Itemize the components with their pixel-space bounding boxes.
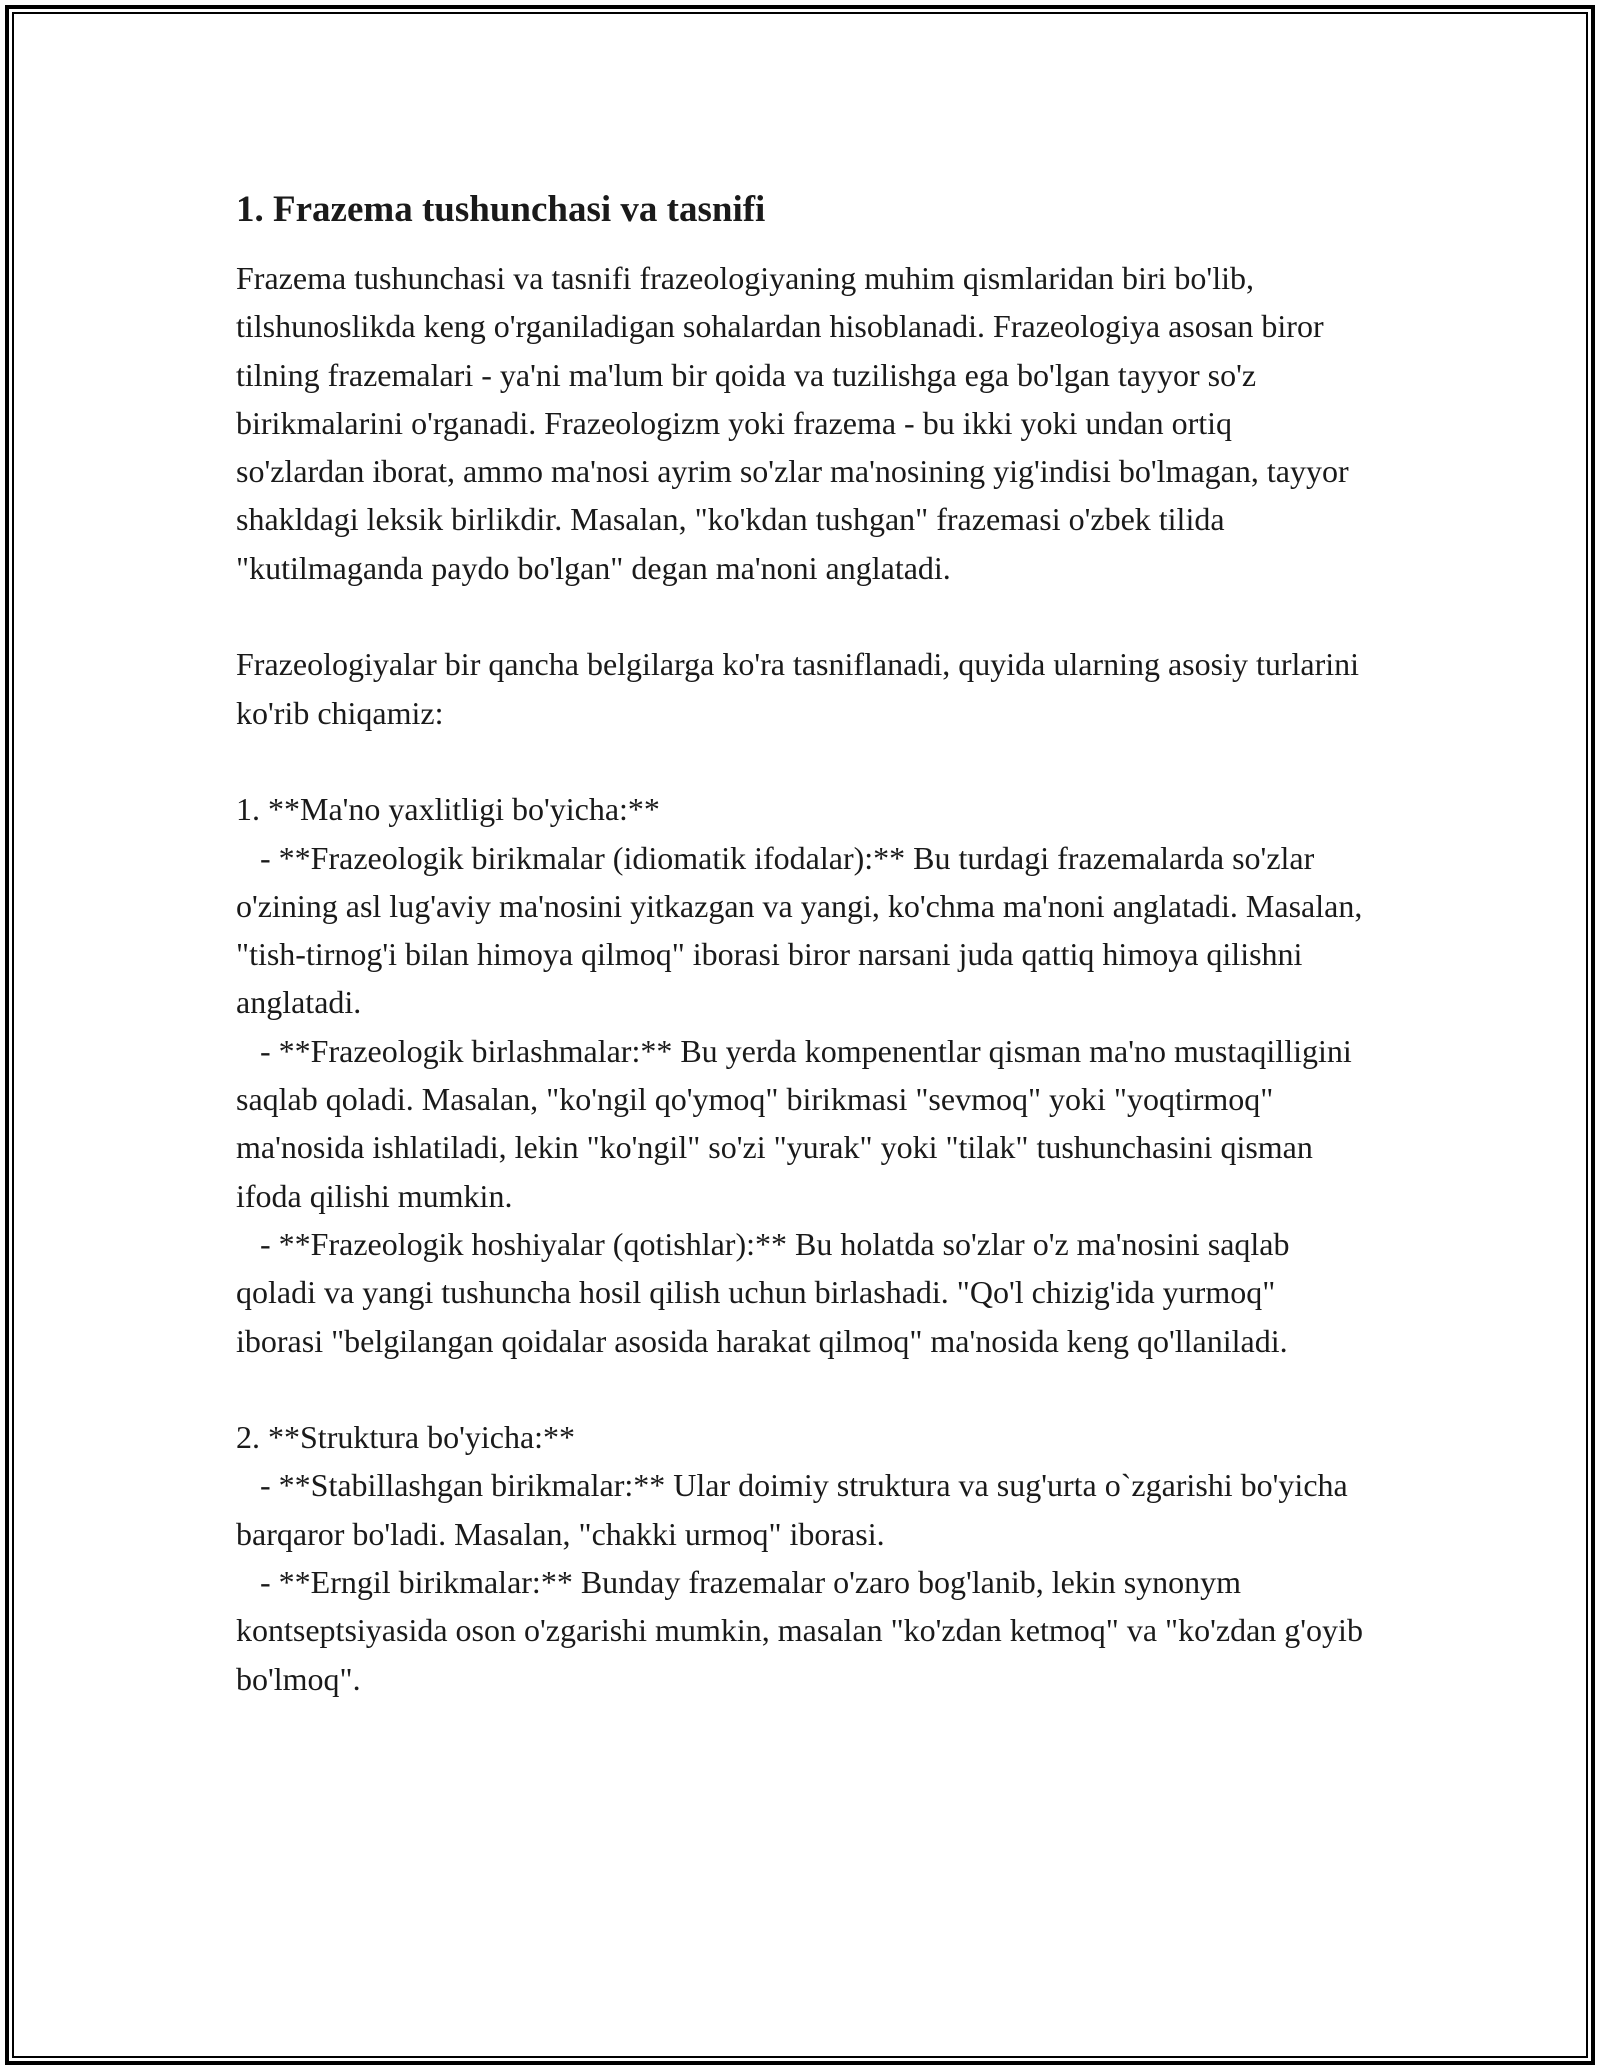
- section-meaning-integrity: [236, 785, 1366, 1365]
- section-heading: 2. **Struktura bo'yicha:**: [236, 1419, 576, 1456]
- classification-intro-paragraph: Frazeologiyalar bir qancha belgilarga ko'ra tasniflanadi, quyida ularning asosiy turlarini ko'rib chiqamiz:: [236, 646, 1360, 731]
- paragraph-spacer: [236, 592, 1366, 640]
- list-item-text: - **Frazeologik birikmalar (idiomatik ifodalar):** Bu turdagi frazemalarda so'zlar o'zining asl lug'aviy ma'nosini yitkazgan va yangi, ko'chma ma'noni anglatadi. Masalan, "tish-tirnog'i bilan himoya qilmoq" iborasi biror narsani juda qattiq himoya qilishni anglatadi.: [236, 839, 1363, 1021]
- section-heading: 1. **Ma'no yaxlitligi bo'yicha:**: [236, 791, 660, 828]
- paragraph-spacer: [236, 737, 1366, 785]
- list-item-text: - **Stabillashgan birikmalar:** Ular doimiy struktura va sug'urta o`zgarishi bo'yicha barqaror bo'ladi. Masalan, "chakki urmoq" iborasi.: [236, 1467, 1348, 1552]
- list-item-text: - **Erngil birikmalar:** Bunday frazemalar o'zaro bog'lanib, lekin synonym kontseptsiyasida oson o'zgarishi mumkin, masalan "ko'zdan ketmoq" va "ko'zdan g'oyib bo'lmoq".: [236, 1564, 1363, 1697]
- paragraph-spacer: [236, 1365, 1366, 1413]
- document-body: [236, 186, 1366, 1703]
- list-item-text: - **Frazeologik hoshiyalar (qotishlar):** Bu holatda so'zlar o'z ma'nosini saqlab qoladi va yangi tushuncha hosil qilish uchun birlashadi. "Qo'l chizig'ida yurmoq" iborasi "belgilangan qoidalar asosida harakat qilmoq" ma'nosida keng qo'llaniladi.: [236, 1225, 1290, 1359]
- list-item: [236, 834, 1366, 1027]
- list-item: [236, 1461, 1366, 1558]
- list-item-text: - **Frazeologik birlashmalar:** Bu yerda kompenentlar qisman ma'no mustaqilligini saqlab qoladi. Masalan, "ko'ngil qo'ymoq" birikmasi "sevmoq" yoki "yoqtirmoq" ma'nosida ishlatiladi, lekin "ko'ngil" so'zi "yurak" yoki "tilak" tushunchasini qisman ifoda qilishi mumkin.: [236, 1032, 1352, 1214]
- document-title: 1. Frazema tushunchasi va tasnifi: [236, 189, 766, 230]
- list-item: [236, 1027, 1366, 1220]
- list-item: [236, 1220, 1366, 1365]
- list-item: [236, 1558, 1366, 1703]
- section-structure: [236, 1413, 1366, 1703]
- intro-paragraph: Frazema tushunchasi va tasnifi frazeologiyaning muhim qismlaridan biri bo'lib, tilshunoslikda keng o'rganiladigan sohalardan hisoblanadi. Frazeologiya asosan biror tilning frazemalari - ya'ni ma'lum bir qoida va tuzilishga ega bo'lgan tayyor so'z birikmalarini o'rganadi. Frazeologizm yoki frazema - bu ikki yoki undan ortiq so'zlardan iborat, ammo ma'nosi ayrim so'zlar ma'nosining yig'indisi bo'lmagan, tayyor shakldagi leksik birlikdir. Masalan, "ko'kdan tushgan" frazemasi o'zbek tilida "kutilmaganda paydo bo'lgan" degan ma'noni anglatadi.: [236, 260, 1349, 586]
